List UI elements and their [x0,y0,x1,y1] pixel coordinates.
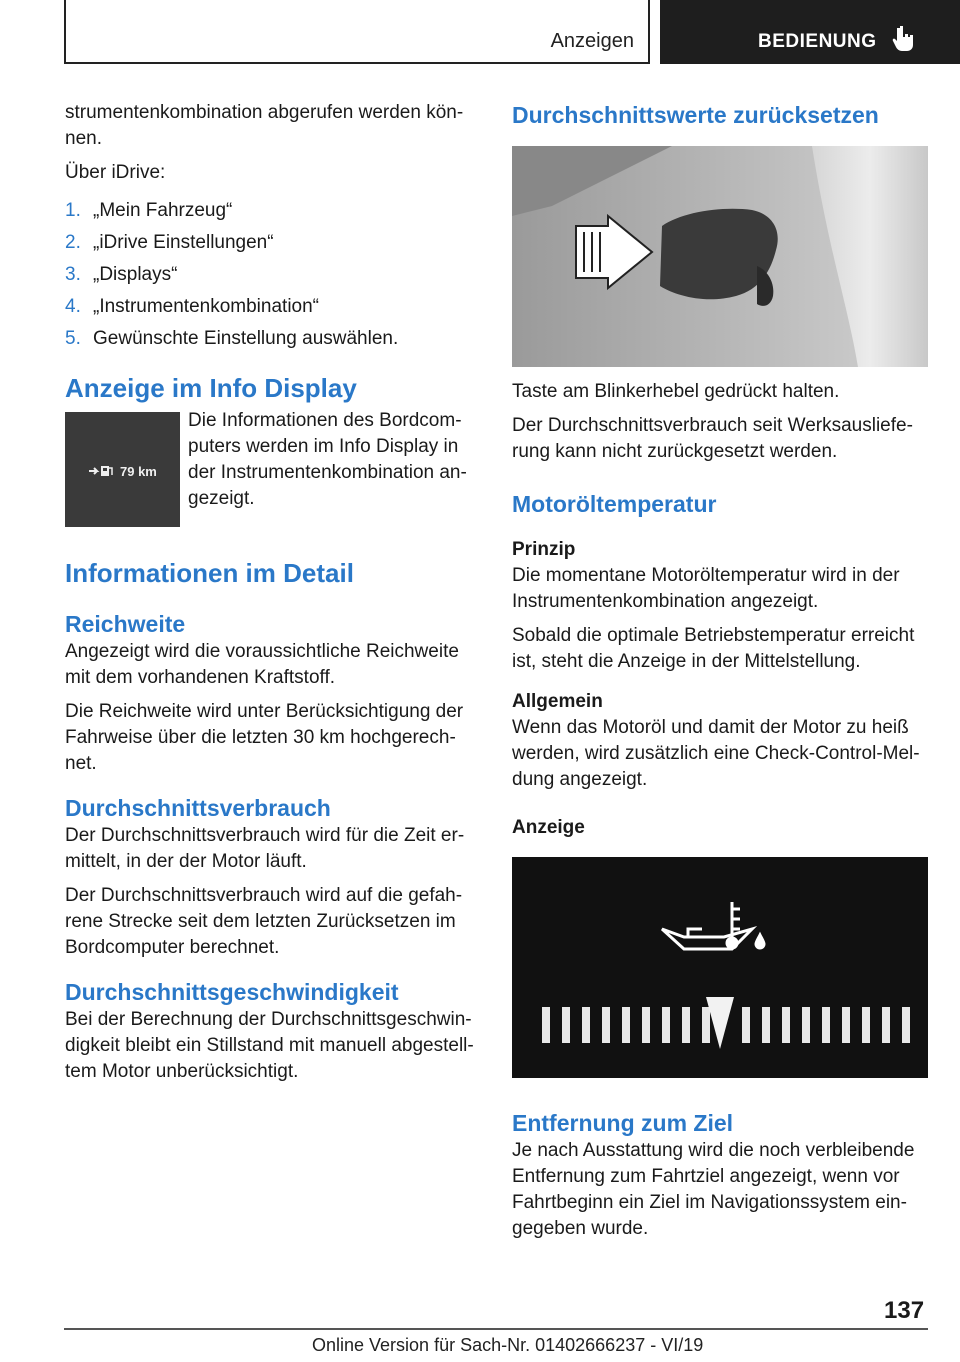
geschwindigkeit-text-1: Bei der Berechnung der Durchschnittsgeschwindigkeit bleibt ein Stillstand mit manuell abgestelltem Motor unberücksichtigt. [65,1009,474,1082]
prinzip-text-2: Sobald die optimale Betriebstemperatur erreicht ist, steht die Anzeige in der Mittelstellung. [512,625,915,672]
oil-gauge-tick [602,1007,610,1043]
oil-gauge-tick [702,1007,710,1043]
prinzip-text-1: Die momentane Motoröltemperatur wird in der Instrumentenkombination angezeigt. [512,565,900,612]
lever-illustration [512,146,928,367]
pointing-hand-icon [892,24,916,52]
oil-gauge-tick [902,1007,910,1043]
header-chapter-label: BEDIENUNG [758,31,877,52]
reichweite-text-2: Die Reichweite wird unter Berücksichtigung der Fahrweise über die letzten 30 km hochgerechnet. [65,701,464,774]
oil-gauge-tick [762,1007,770,1043]
step-text: „Instrumentenkombination“ [93,296,319,317]
step-text: Gewünschte Einstellung auswählen. [93,328,399,349]
oil-gauge-tick [642,1007,650,1043]
page-number: 137 [884,1297,925,1324]
oil-gauge-tick [682,1007,690,1043]
oil-gauge-tick [742,1007,750,1043]
list-item [65,230,477,256]
left-column [65,100,477,1085]
fuel-range-icon [89,464,115,478]
reichweite-heading: Reichweite [65,611,186,637]
anzeige-heading: Anzeige [512,817,585,838]
step-number: 4. [65,296,81,317]
oil-temperature-icon [662,902,764,949]
oil-gauge-tick [562,1007,570,1043]
info-display-value: 79 km [120,464,157,479]
oil-gauge-tick [542,1007,550,1043]
oil-temperature-heading: Motoröltemperatur [512,491,717,517]
oil-gauge-graphic [512,857,928,1078]
step-number: 5. [65,328,81,349]
ziel-heading: Entfernung zum Ziel [512,1110,734,1136]
step-number: 3. [65,264,81,285]
prinzip-heading: Prinzip [512,539,576,560]
footer-online-version: Online Version für Sach-Nr. 01402666237 - VI/19 [312,1335,704,1355]
oil-gauge-tick [622,1007,630,1043]
step-number: 2. [65,232,81,253]
list-item [65,294,477,320]
oil-temperature-gauge-image [512,857,928,1078]
header-section-tab [64,0,650,64]
list-item [65,262,477,288]
info-display-heading: Anzeige im Info Display [65,373,357,403]
turn-signal-lever-image [512,146,928,367]
reichweite-text-1: Angezeigt wird die voraussichtliche Reichweite mit dem vorhandenen Kraftstoff. [65,641,459,688]
reset-text-2: Der Durchschnittsverbrauch seit Werksauslieferung kann nicht zurückgesetzt werden. [512,415,913,462]
step-text: „Mein Fahrzeug“ [93,200,233,221]
oil-gauge-tick [662,1007,670,1043]
allgemein-text-1: Wenn das Motoröl und damit der Motor zu heiß werden, wird zusätzlich eine Check-Control-Meldung angezeigt. [512,717,920,790]
oil-gauge-tick [822,1007,830,1043]
detail-heading: Informationen im Detail [65,558,354,588]
oil-gauge-tick [842,1007,850,1043]
idrive-steps [65,198,477,352]
reset-text-1: Taste am Blinkerhebel gedrückt halten. [512,381,840,402]
list-item [65,326,477,352]
verbrauch-heading: Durchschnittsverbrauch [65,795,331,821]
geschwindigkeit-heading: Durchschnittsgeschwindigkeit [65,979,399,1005]
idrive-label: Über iDrive: [65,162,166,183]
oil-gauge-tick [882,1007,890,1043]
right-column [512,100,928,1242]
info-display-block [65,408,477,527]
allgemein-heading: Allgemein [512,691,603,712]
header-chapter-tab [660,0,960,64]
footer-divider [64,1328,928,1330]
oil-gauge-tick [862,1007,870,1043]
oil-gauge-tick [802,1007,810,1043]
list-item [65,198,477,224]
oil-gauge-tick [582,1007,590,1043]
info-display-image [65,412,180,527]
intro-text: strumentenkombination abgerufen werden können. [65,102,464,149]
step-number: 1. [65,200,81,221]
oil-gauge-pointer [706,997,734,1049]
step-text: „iDrive Einstellungen“ [93,232,274,253]
verbrauch-text-1: Der Durchschnittsverbrauch wird für die Zeit ermittelt, in der der Motor läuft. [65,825,465,872]
oil-gauge-tick [782,1007,790,1043]
ziel-text-1: Je nach Ausstattung wird die noch verbleibende Entfernung zum Fahrtziel angezeigt, wenn vor Fahrtbeginn ein Ziel im Navigationssystem eingegeben wurde. [512,1140,915,1239]
step-text: „Displays“ [93,264,178,285]
info-display-text: Die Informationen des Bordcomputers werden im Info Display in der Instrumentenkombination angezeigt. [188,410,467,509]
header-section-label: Anzeigen [550,30,634,52]
verbrauch-text-2: Der Durchschnittsverbrauch wird auf die gefahrene Strecke seit dem letzten Zurücksetzen im Bordcomputer berechnet. [65,885,463,958]
reset-heading: Durchschnittswerte zurücksetzen [512,102,879,128]
